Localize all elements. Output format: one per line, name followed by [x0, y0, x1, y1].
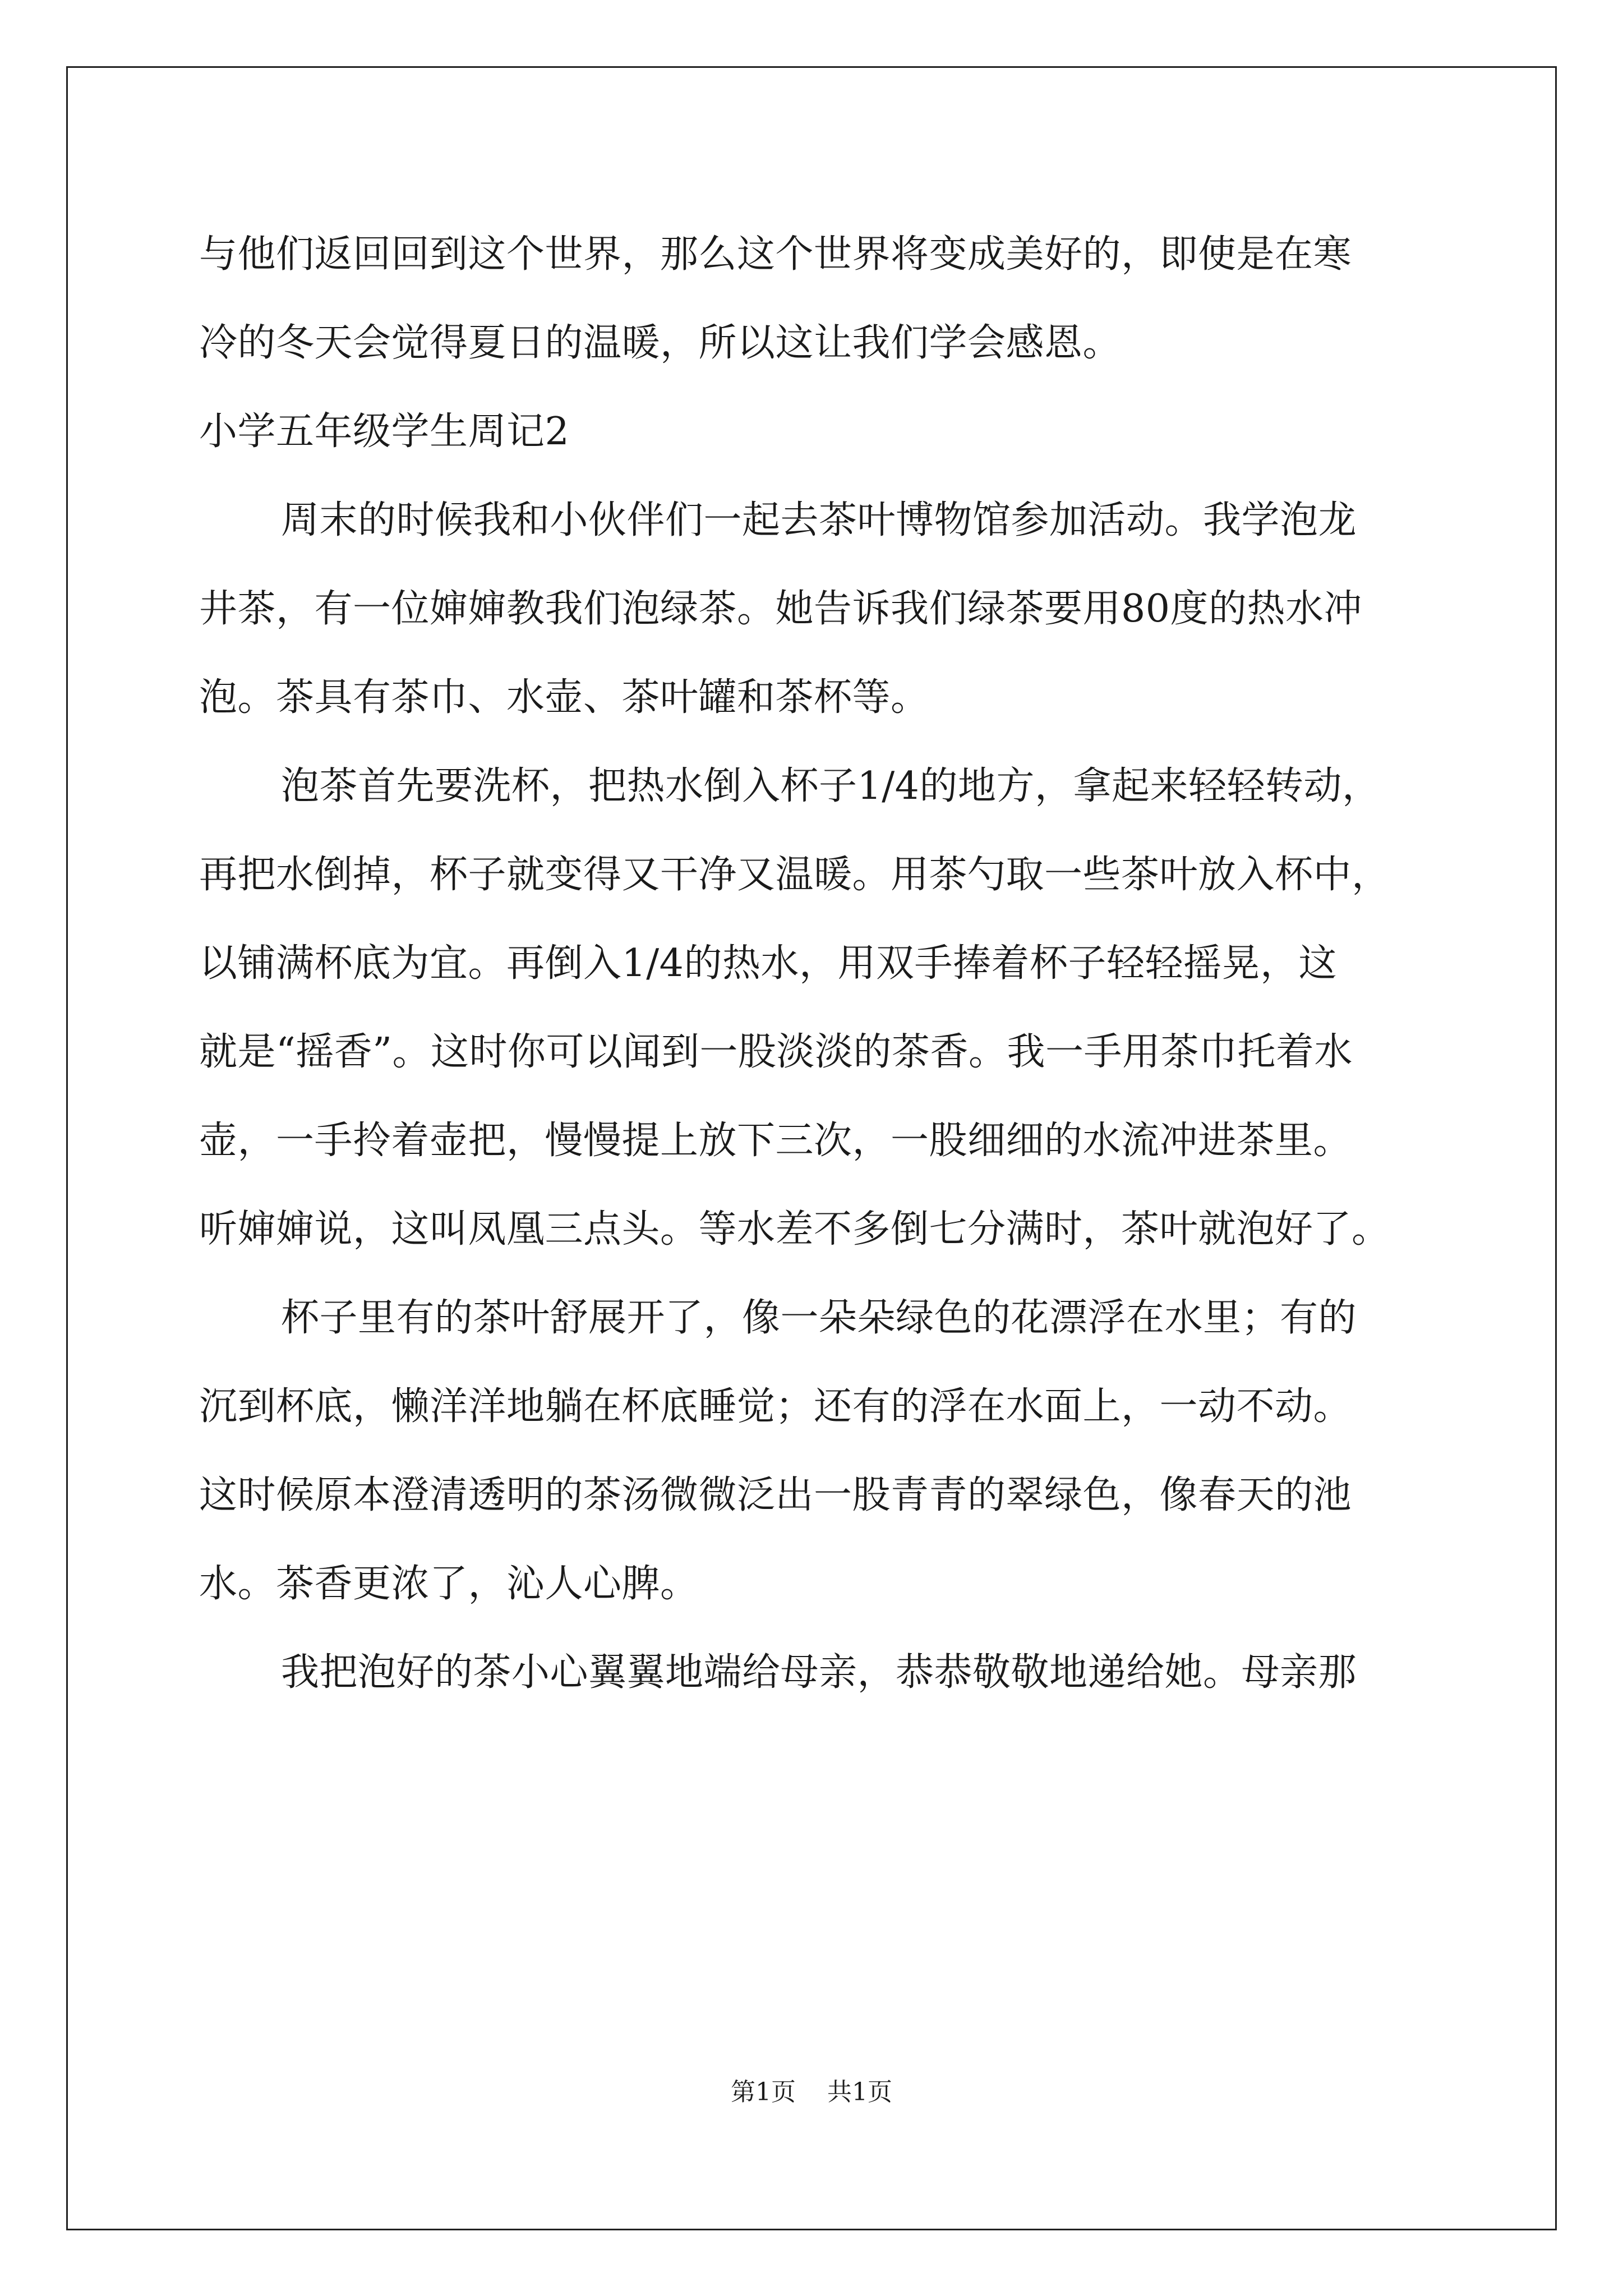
- section-heading: 小学五年级学生周记2: [199, 409, 570, 454]
- paragraph-first-line: 泡茶首先要洗杯，把热水倒入杯子1/4的地方，拿起来轻轻转动，: [281, 764, 1381, 808]
- page-total: 共1页: [827, 2078, 892, 2106]
- text-line: 再把水倒掉，杯子就变得又干净又温暖。用茶勺取一些茶叶放入杯中，: [199, 853, 1390, 897]
- text-line: 沉到杯底，懒洋洋地躺在杯底睡觉；还有的浮在水面上，一动不动。: [199, 1384, 1352, 1429]
- text-line: 水。茶香更浓了，沁人心脾。: [199, 1562, 699, 1606]
- text-line: 井茶，有一位婶婶教我们泡绿茶。她告诉我们绿茶要用80度的热水冲: [199, 587, 1363, 631]
- text-line: 这时候原本澄清透明的茶汤微微泛出一股青青的翠绿色，像春天的池: [199, 1473, 1352, 1517]
- paragraph-first-line: 周末的时候我和小伙伴们一起去茶叶博物馆参加活动。我学泡龙: [281, 498, 1357, 542]
- text-line: 就是“摇香”。这时你可以闻到一股淡淡的茶香。我一手用茶巾托着水: [199, 1030, 1353, 1074]
- page-number: 第1页: [731, 2078, 796, 2106]
- text-line: 泡。茶具有茶巾、水壶、茶叶罐和茶杯等。: [199, 675, 929, 720]
- document-body: [199, 210, 1427, 1717]
- text-line: 壶，一手拎着壶把，慢慢提上放下三次，一股细细的水流冲进茶里。: [199, 1119, 1352, 1163]
- page-footer: [0, 2076, 1623, 2109]
- text-line: 听婶婶说，这叫凤凰三点头。等水差不多倒七分满时，茶叶就泡好了。: [199, 1207, 1390, 1251]
- text-line: 与他们返回回到这个世界，那么这个世界将变成美好的，即使是在寒: [199, 232, 1352, 277]
- text-line: 冷的冬天会觉得夏日的温暖，所以这让我们学会感恩。: [199, 321, 1122, 365]
- paragraph-first-line: 我把泡好的茶小心翼翼地端给母亲，恭恭敬敬地递给她。母亲那: [281, 1650, 1357, 1695]
- text-line: 以铺满杯底为宜。再倒入1/4的热水，用双手捧着杯子轻轻摇晃，这: [199, 941, 1337, 986]
- paragraph-first-line: 杯子里有的茶叶舒展开了，像一朵朵绿色的花漂浮在水里；有的: [281, 1296, 1357, 1340]
